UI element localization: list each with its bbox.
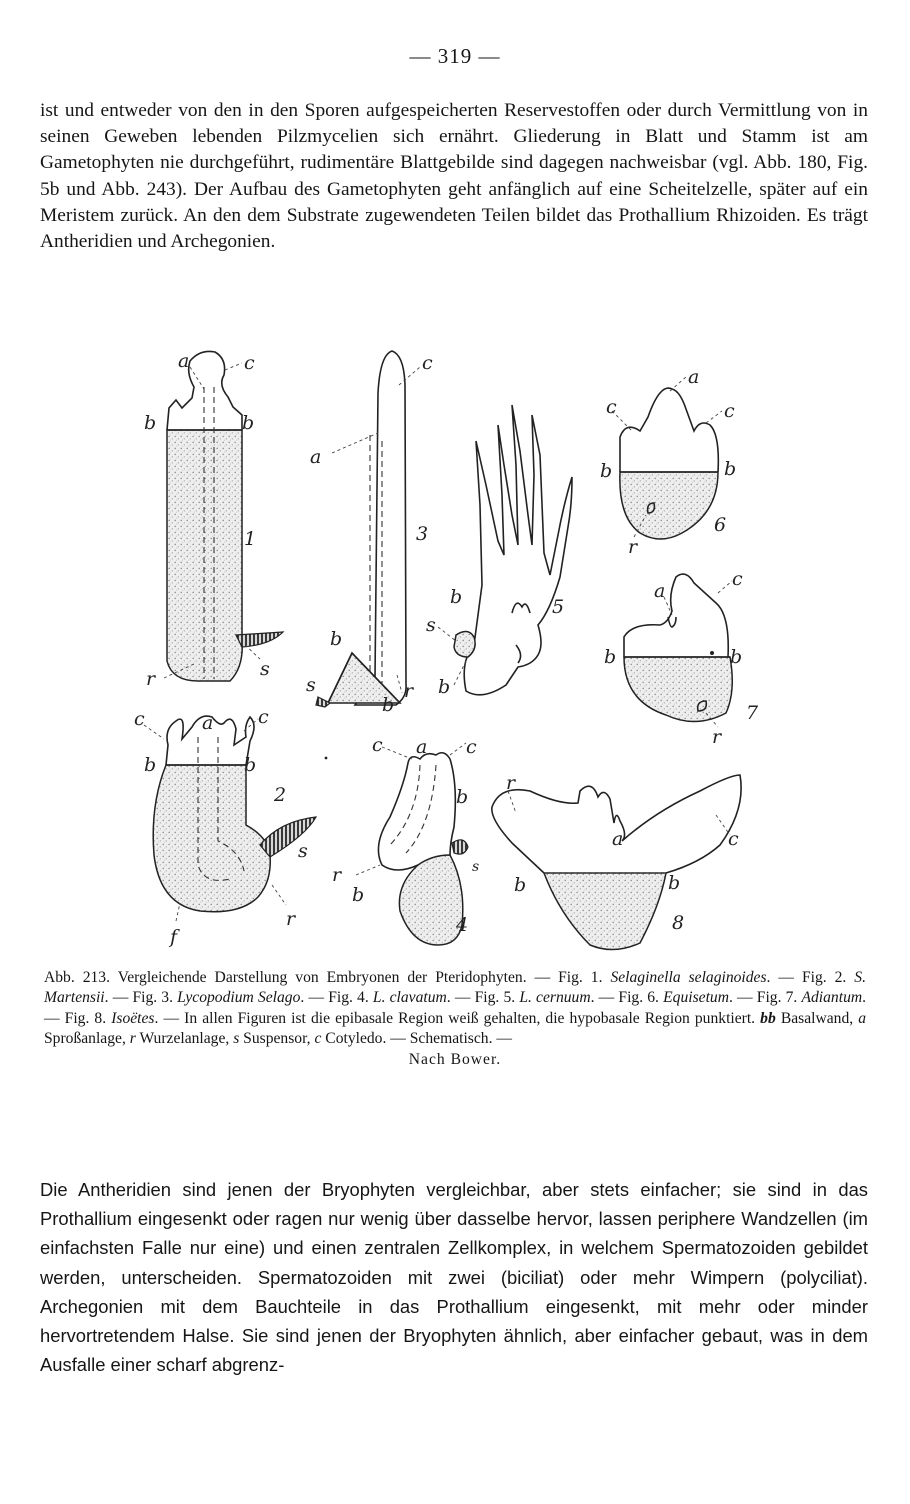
- fig3-label-r: r: [404, 680, 414, 702]
- fig8-embryo: [492, 772, 741, 950]
- fig6-label-b-right: b: [724, 458, 737, 480]
- fig7-label-b-right: b: [730, 646, 743, 668]
- fig1-label-b-right: b: [242, 412, 255, 434]
- fig5-label-b-bottom: b: [438, 676, 451, 698]
- caption-text: . — Fig. 4.: [300, 989, 373, 1007]
- caption-species: Equisetum: [663, 989, 729, 1007]
- caption-text: Basalwand,: [775, 1009, 859, 1027]
- fig3-embryo: [306, 351, 433, 716]
- fig6-label-a: a: [688, 366, 700, 388]
- caption-species: Adiantum: [801, 989, 863, 1007]
- fig1-label-c: c: [244, 352, 255, 374]
- caption-text: Abb. 213. Vergleichende Darstellung von Embryonen der Pteridophyten. — Fig. 1.: [44, 969, 611, 986]
- fig5-number: 5: [552, 596, 565, 618]
- fig2-label-s: s: [298, 840, 308, 862]
- fig3-label-s: s: [306, 674, 316, 696]
- fig1-label-s: s: [260, 658, 270, 680]
- caption-legend-symbol: a: [858, 1009, 867, 1027]
- caption-legend-symbol: c: [314, 1030, 322, 1048]
- fig2-label-c-right: c: [258, 706, 269, 728]
- fig6-embryo: [600, 366, 736, 558]
- fig4-embryo: [332, 734, 479, 945]
- caption-legend-symbol: bb: [760, 1009, 776, 1027]
- fig1-embryo: [144, 350, 283, 690]
- fig4-label-b-bottom: b: [352, 884, 365, 906]
- fig7-embryo: [604, 568, 759, 748]
- fig2-label-c-left: c: [134, 708, 145, 730]
- embryo-figure: [120, 345, 770, 965]
- caption-legend-symbol: s: [233, 1030, 240, 1048]
- caption-species: L. cernuum: [519, 989, 591, 1007]
- fig2-number: 2: [274, 784, 287, 806]
- fig2-label-f: f: [170, 926, 178, 948]
- caption-text: . — Fig. 2.: [766, 969, 855, 986]
- caption-text: Cotyledo. — Schematisch. —: [321, 1030, 512, 1048]
- caption-legend-symbol: r: [129, 1030, 136, 1048]
- bottom-paragraph: Die Antheridien sind jenen der Bryophyten vergleichbar, aber stets einfacher; sie sind in das Prothallium eingesenkt oder ragen nur wenig über dasselbe hervor, lassen periphere Wandzellen (im einfachsten Falle nur eine) und einen zentralen Zellkomplex, in welchem Spermatozoiden gebildet werden, unterscheiden. Spermatozoiden mit zwei (biciliat) oder mehr Wimpern (polyciliat). Archegonien mit dem Bauchteile in das Prothallium eingesenkt, mit mehr oder minder hervortretendem Halse. Sie sind jenen der Bryophyten ähnlich, aber einfacher gebaut, was in dem Ausfalle einer scharf abgrenz-: [40, 1179, 868, 1376]
- top-paragraph: ist und entweder von den in den Sporen aufgespeicherten Reservestoffen oder durch Vermittlung von in seinen Geweben lebenden Pilzmycelien sich ernährt. Gliederung in Blatt und Stamm ist am Gametophyten nie durchgeführt, rudimentäre Blattgebilde sind dagegen nachweisbar (vgl. Abb. 180, Fig. 5b und Abb. 243). Der Aufbau des Gametophyten geht anfänglich auf eine Scheitelzelle, später auf ein Meristem zurück. An den dem Substrate zugewendeten Teilen bildet das Prothallium Rhizoiden. Es trägt Antheridien und Archegonien.: [40, 100, 868, 253]
- caption-text: . — Fig. 5.: [446, 989, 520, 1007]
- fig4-label-s: s: [472, 859, 480, 875]
- fig7-label-r: r: [712, 726, 722, 748]
- fig4-label-b-right: b: [456, 786, 469, 808]
- fig7-label-b-left: b: [604, 646, 617, 668]
- caption-species: Selaginella selaginoides: [610, 969, 767, 986]
- fig7-label-a: a: [654, 580, 666, 602]
- fig6-number: 6: [714, 514, 727, 536]
- fig8-label-b-left: b: [514, 874, 527, 896]
- page-number: — 319 —: [409, 44, 501, 68]
- caption-species: L. clavatum: [372, 989, 447, 1007]
- fig3-label-b-bottom: b: [382, 694, 395, 716]
- fig6-label-c-left: c: [606, 396, 617, 418]
- fig5-embryo: [426, 405, 572, 698]
- fig2-label-a: a: [202, 712, 214, 734]
- caption-text: Wurzelanlage,: [135, 1030, 234, 1048]
- fig4-number: 4: [456, 914, 469, 936]
- fig5-label-s: s: [426, 614, 436, 636]
- fig2-embryo: [134, 706, 316, 948]
- fig4-label-a: a: [416, 736, 428, 758]
- fig7-label-c: c: [732, 568, 743, 590]
- caption-species: S. Martensii: [44, 969, 866, 1007]
- fig2-label-b-right: b: [244, 754, 257, 776]
- caption-species: Isoëtes: [111, 1009, 155, 1027]
- fig2-label-r: r: [286, 908, 296, 930]
- fig3-number: 3: [416, 523, 429, 545]
- fig2-label-b-left: b: [144, 754, 157, 776]
- fig8-label-r: r: [506, 772, 516, 794]
- fig3-label-c: c: [422, 352, 433, 374]
- fig3-label-b-mid: b: [330, 628, 343, 650]
- fig8-number: 8: [672, 912, 685, 934]
- fig6-label-r: r: [628, 536, 638, 558]
- fig5-label-b-top: b: [450, 586, 463, 608]
- fig8-label-b-right: b: [668, 872, 681, 894]
- caption-text: . — In allen Figuren ist die epibasale Region weiß gehalten, die hypobasale Region punktiert.: [154, 1009, 761, 1027]
- fig4-label-c-left: c: [372, 734, 383, 756]
- fig1-label-a: a: [178, 350, 190, 372]
- caption-species: Lycopodium Selago: [177, 989, 301, 1007]
- fig1-label-r: r: [146, 668, 156, 690]
- caption-source: Nach Bower.: [408, 1050, 502, 1068]
- caption-text: Sproßanlage,: [44, 1030, 130, 1048]
- fig4-label-r: r: [332, 864, 342, 886]
- caption-text: . — Fig. 8.: [44, 989, 867, 1027]
- caption-text: . — Fig. 3.: [104, 989, 178, 1007]
- fig7-number: 7: [746, 702, 759, 724]
- fig1-number: 1: [244, 528, 257, 550]
- caption-text: Suspensor,: [239, 1030, 315, 1048]
- fig4-label-c-right: c: [466, 736, 477, 758]
- fig6-label-b-left: b: [600, 460, 613, 482]
- caption-text: . — Fig. 6.: [590, 989, 664, 1007]
- fig8-label-a: a: [612, 828, 624, 850]
- fig3-label-a: a: [310, 446, 322, 468]
- figure-caption: [44, 968, 866, 1070]
- fig8-label-c: c: [728, 828, 739, 850]
- fig6-label-c-right: c: [724, 400, 735, 422]
- fig1-label-b-left: b: [144, 412, 157, 434]
- caption-text: . — Fig. 7.: [728, 989, 802, 1007]
